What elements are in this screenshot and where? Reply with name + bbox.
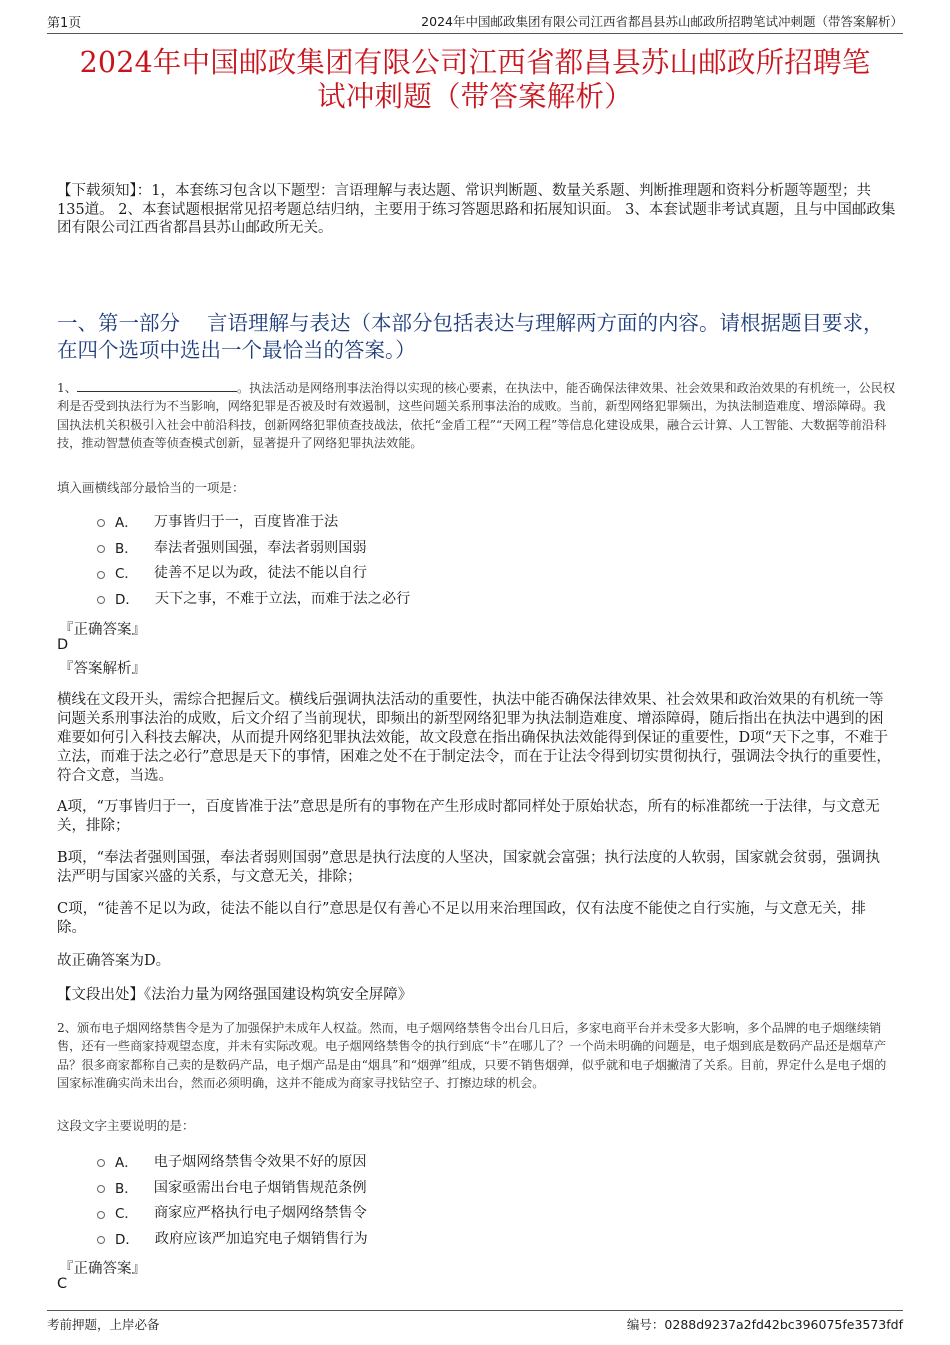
analysis-paragraph: A项，“万事皆归于一，百度皆准于法”意思是所有的事物在产生形成时都同样处于原始状态，所有的标准都统一于法律，与文意无关，排除； [57, 799, 880, 834]
option-key: D． [115, 1231, 139, 1248]
question-text: 颁布电子烟网络禁售令是为了加强保护未成年人权益。然而，电子烟网络禁售令出台几日后，多家电商平台并未受多大影响，多个品牌的电子烟继续销售，还有一些商家持观望态度，并未有实际改观。电子烟网络禁售令的执行到底“卡”在哪儿了？一个尚未明确的问题是，电子烟到底是数码产品还是烟草产品？很多商家都称自己卖的是数码产品，电子烟产品是由“烟具”和“烟弹”组成，只要不销售烟弹，似乎就和电子烟撇清了关系。目前，界定什么是电子烟的国家标准确实尚未出台，然而必须明确，这并不能成为商家寻找钻空子、打擦边球的机会。 [57, 1021, 887, 1091]
option-b[interactable] [97, 1174, 368, 1200]
radio-icon[interactable] [97, 1211, 105, 1219]
option-text: 商家应严格执行电子烟网络禁售令 [153, 1205, 367, 1222]
option-text: 国家亟需出台电子烟销售规范条例 [153, 1179, 367, 1196]
radio-icon[interactable] [97, 1159, 105, 1167]
question-2-options [97, 1148, 368, 1251]
analysis-label: 『答案解析』 [59, 661, 146, 677]
radio-icon[interactable] [97, 545, 105, 553]
footer-slogan: 考前押题，上岸必备 [47, 1317, 160, 1332]
question-1-stem [57, 379, 897, 453]
document-title [40, 46, 910, 114]
option-key: A． [115, 514, 138, 531]
radio-icon[interactable] [97, 1185, 105, 1193]
question-number: 1、 [57, 381, 77, 395]
option-key: B． [115, 1180, 138, 1197]
option-d[interactable] [97, 585, 410, 611]
analysis-conclusion: 故正确答案为D。 [57, 953, 171, 969]
analysis-paragraph: B项，“奉法者强则国强，奉法者弱则国弱”意思是执行法度的人坚决，国家就会富强；执行法度的人软弱，国家就会贫弱，强调执法严明与国家兴盛的关系，与文意无关，排除； [57, 850, 880, 885]
option-c[interactable] [97, 1199, 368, 1225]
radio-icon[interactable] [97, 1236, 105, 1244]
correct-answer-label: 『正确答案』 [59, 1261, 146, 1277]
radio-icon[interactable] [97, 571, 105, 579]
header-doc-name: 2024年中国邮政集团有限公司江西省都昌县苏山邮政所招聘笔试冲刺题（带答案解析） [421, 14, 903, 29]
correct-answer-label: 『正确答案』 [59, 622, 146, 638]
option-text: 政府应该严加追究电子烟销售行为 [154, 1230, 368, 1247]
option-text: 电子烟网络禁售令效果不好的原因 [153, 1153, 367, 1170]
option-a[interactable] [97, 508, 410, 534]
option-b[interactable] [97, 534, 410, 560]
question-text: 。执法活动是网络刑事法治得以实现的核心要素，在执法中，能否确保法律效果、社会效果和政治效果的有机统一，公民权利是否受到执法行为不当影响，网络犯罪是否被及时有效遏制，这些问题关系刑事法治的成败。当前，新型网络犯罪频出，为执法制造难度、增添障碍。我国执法机关积极引入社会中前沿科技，创新网络犯罪侦查技战法，依托“金盾工程”“天网工程”等信息化建设成果，融合云计算、人工智能、大数据等前沿科技，推动智慧侦查等侦查模式创新，显著提升了网络犯罪执法效能。 [57, 381, 896, 451]
question-1-options [97, 508, 410, 611]
page-number: 第1页 [47, 16, 82, 31]
option-key: B． [115, 540, 138, 557]
title-line-2: 试冲刺题（带答案解析） [317, 80, 633, 113]
footer-doc-id: 编号：0288d9237a2fd42bc396075fe3573fdf [626, 1317, 903, 1332]
page-footer [47, 1310, 903, 1333]
fill-blank [77, 380, 237, 392]
page-header [47, 12, 903, 34]
radio-icon[interactable] [97, 596, 105, 604]
option-key: C． [115, 566, 138, 583]
option-d[interactable] [97, 1225, 368, 1251]
correct-answer: D [57, 637, 69, 653]
option-text: 徒善不足以为政，徒法不能以自行 [153, 565, 367, 582]
download-notice: 【下载须知】：1，本套练习包含以下题型：言语理解与表达题、常识判断题、数量关系题、判断推理题和资料分析题等题型；共135道。 2、本套试题根据常见招考题总结归纳，主要用于练习答题思路和拓展知识面。 3、本套试题非考试真题，且与中国邮政集团有限公司江西省都昌县苏山邮政所无关。 [57, 183, 896, 236]
option-c[interactable] [97, 559, 410, 585]
option-text: 奉法者强则国强，奉法者弱则国弱 [153, 539, 367, 556]
correct-answer: C [57, 1276, 68, 1292]
question-2-stem [57, 1019, 897, 1093]
analysis-paragraph: C项，“徒善不足以为政，徒法不能以自行”意思是仅有善心不足以用来治理国政，仅有法度不能使之自行实施，与文意无关，排除。 [57, 901, 866, 936]
analysis-paragraph: 横线在文段开头，需综合把握后文。横线后强调执法活动的重要性，执法中能否确保法律效果、社会效果和政治效果的有机统一等问题关系刑事法治的成败，后文介绍了当前现状，即频出的新型网络犯罪为执法制造难度、增添障碍，随后指出在执法中遇到的困难要如何引入科技去解决，从而提升网络犯罪执法效能，故文段意在指出确保执法效能得到保证的重要性，D项“天下之事，不难于立法，而难于法之必行”意思是天下的事情，困难之处不在于制定法令，而在于让法令得到切实贯彻执行，强调法令执行的重要性，符合文意，当选。 [57, 692, 891, 784]
question-number: 2、 [57, 1021, 77, 1035]
question-2-prompt: 这段文字主要说明的是： [57, 1118, 195, 1133]
option-text: 万事皆归于一，百度皆准于法 [153, 513, 339, 530]
title-line-1: 2024年中国邮政集团有限公司江西省都昌县苏山邮政所招聘笔 [79, 46, 871, 79]
section-title: 一、第一部分 言语理解与表达（本部分包括表达与理解两方面的内容。请根据题目要求，在四个选项中选出一个最恰当的答案。） [57, 311, 884, 362]
radio-icon[interactable] [97, 519, 105, 527]
option-key: D． [115, 591, 139, 608]
source-citation: 【文段出处】《法治力量为网络强国建设构筑安全屏障》 [57, 987, 413, 1003]
option-a[interactable] [97, 1148, 368, 1174]
question-1-prompt: 填入画横线部分最恰当的一项是： [57, 480, 245, 495]
option-key: A． [115, 1154, 138, 1171]
option-key: C． [115, 1206, 138, 1223]
option-text: 天下之事，不难于立法，而难于法之必行 [154, 590, 411, 607]
